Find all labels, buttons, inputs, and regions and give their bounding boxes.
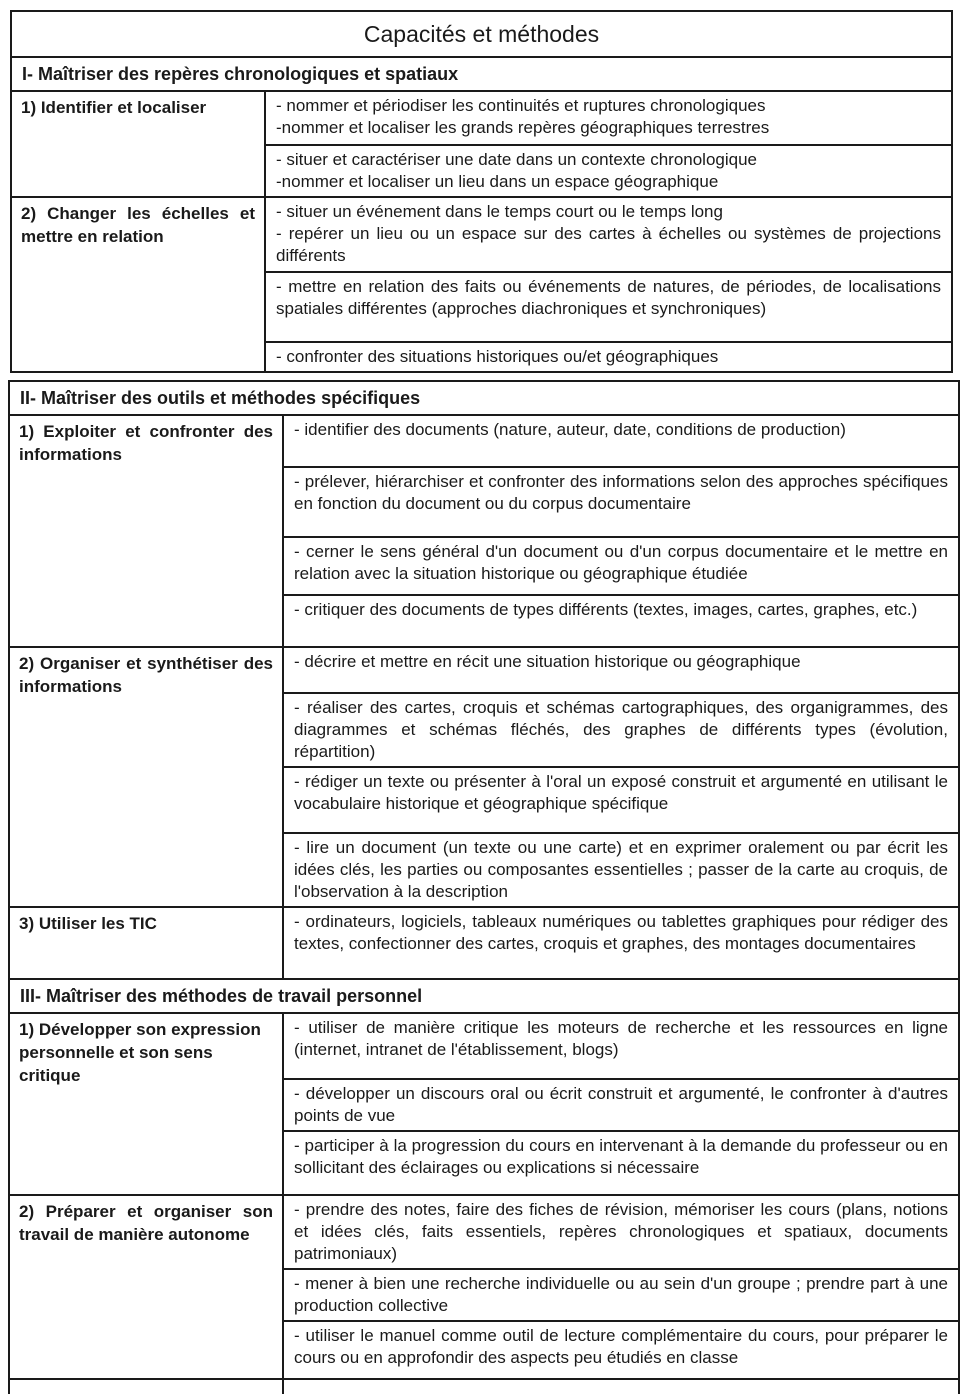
methods-column [284, 416, 958, 646]
method-item: - situer et caractériser une date dans un contexte chronologique [276, 150, 758, 169]
method-cell [284, 416, 958, 466]
method-item: -nommer et localiser un lieu dans un espace géographique [276, 172, 719, 191]
table-row [12, 90, 951, 196]
method-item: - prélever, hiérarchiser et confronter des informations selon des approches spécifiques en fonction du document ou du corpus documentaire [294, 472, 948, 513]
method-cell [266, 92, 951, 144]
table-row [10, 906, 958, 978]
method-cell [266, 271, 951, 341]
capacity-cell: 1) Développer son expression personnelle et son sens critique [10, 1014, 284, 1194]
method-item: - réaliser des cartes, croquis et schémas cartographiques, des organigrammes, des diagrammes et schémas fléchés, des graphes de différents types (évolution, répartition) [294, 698, 948, 761]
method-cell [284, 766, 958, 832]
section-heading-row-2 [10, 382, 958, 414]
section-heading: II- Maîtriser des outils et méthodes spécifiques [20, 388, 421, 408]
method-item: - identifier des documents (nature, auteur, date, conditions de production) [294, 420, 846, 439]
methods-column [266, 92, 951, 196]
table-row [12, 196, 951, 371]
method-item: - utiliser de manière critique les moteurs de recherche et les ressources en ligne (internet, intranet de l'établissement, blogs) [294, 1018, 948, 1059]
method-item: - lire un document (un texte ou une carte) et en exprimer oralement ou par écrit les idées clés, les parties ou composantes essentielles ; passer de la carte au croquis, de l'observation à la description [294, 838, 948, 901]
method-item: - critiquer des documents de types différents (textes, images, cartes, graphes, etc.) [294, 600, 918, 619]
table-title-row [12, 12, 951, 56]
method-item: - mettre en relation des faits ou événements de natures, de périodes, de localisations spatiales différentes (approches diachroniques et synchroniques) [276, 277, 941, 318]
section-heading-row-1 [12, 56, 951, 90]
table-row [10, 646, 958, 906]
method-item: - prendre des notes, faire des fiches de révision, mémoriser les cours (plans, notions et idées clés, faits essentiels, repères chronologiques et spatiaux, documents patrimoniaux) [294, 1200, 948, 1263]
method-cell-empty [284, 1380, 958, 1386]
table-row [10, 414, 958, 646]
method-cell [284, 466, 958, 536]
method-item: - utiliser le manuel comme outil de lecture complémentaire du cours, pour préparer le cours ou en approfondir des aspects peu étudiés en classe [294, 1326, 948, 1367]
table-row [10, 1012, 958, 1194]
capacity-cell: 3) Utiliser les TIC [10, 908, 284, 978]
capacity-cell: 1) Exploiter et confronter des informations [10, 416, 284, 646]
method-cell [266, 144, 951, 196]
method-item: - ordinateurs, logiciels, tableaux numériques ou tablettes graphiques pour rédiger des textes, confectionner des cartes, croquis et graphes, des montages documentaires [294, 912, 948, 953]
method-item: - nommer et périodiser les continuités et ruptures chronologiques [276, 96, 766, 115]
document-title: Capacités et méthodes [363, 21, 600, 47]
capacites-table-section-2-3 [8, 380, 960, 1394]
method-item: - participer à la progression du cours en intervenant à la demande du professeur ou en sollicitant des éclairages ou explications si nécessaire [294, 1136, 948, 1177]
method-cell [284, 536, 958, 594]
method-cell [284, 1196, 958, 1268]
method-item: - rédiger un texte ou présenter à l'oral un exposé construit et argumenté en utilisant le vocabulaire historique et géographique spécifique [294, 772, 948, 813]
method-cell [284, 1014, 958, 1078]
capacites-table-section-1 [10, 10, 953, 373]
table-row-cutoff [10, 1378, 958, 1394]
table-row [10, 1194, 958, 1378]
methods-column [284, 648, 958, 906]
method-item: - développer un discours oral ou écrit construit et argumenté, le confronter à d'autres points de vue [294, 1084, 948, 1125]
capacity-cell: 2) Changer les échelles et mettre en relation [12, 198, 266, 371]
method-item: - situer un événement dans le temps court ou le temps long [276, 202, 723, 221]
method-cell [284, 908, 958, 978]
method-item: - confronter des situations historiques ou/et géographiques [276, 347, 719, 366]
method-item: - mener à bien une recherche individuelle ou au sein d'un groupe ; prendre part à une production collective [294, 1274, 948, 1315]
methods-column [284, 1014, 958, 1194]
method-cell [284, 648, 958, 692]
method-item: -nommer et localiser les grands repères géographiques terrestres [276, 118, 770, 137]
capacity-cell: 2) Préparer et organiser son travail de manière autonome [10, 1196, 284, 1378]
methods-column [284, 1196, 958, 1378]
section-heading: III- Maîtriser des méthodes de travail personnel [20, 986, 423, 1006]
method-cell [284, 1320, 958, 1378]
method-cell [284, 832, 958, 906]
method-item: - décrire et mettre en récit une situation historique ou géographique [294, 652, 801, 671]
method-cell [266, 198, 951, 271]
methods-column [266, 198, 951, 371]
method-cell [284, 1268, 958, 1320]
section-heading: I- Maîtriser des repères chronologiques et spatiaux [22, 64, 459, 84]
capacity-cell-empty [10, 1380, 284, 1394]
method-item: - cerner le sens général d'un document ou d'un corpus documentaire et le mettre en relation avec la situation historique ou géographique étudiée [294, 542, 948, 583]
methods-column [284, 908, 958, 978]
method-cell [284, 1130, 958, 1194]
method-cell [284, 692, 958, 766]
section-heading-row-3 [10, 978, 958, 1012]
methods-column [284, 1380, 958, 1394]
method-cell [284, 594, 958, 646]
capacity-cell: 2) Organiser et synthétiser des informations [10, 648, 284, 906]
capacity-cell: 1) Identifier et localiser [12, 92, 266, 196]
method-cell [284, 1078, 958, 1130]
method-cell [266, 341, 951, 371]
method-item: - repérer un lieu ou un espace sur des cartes à échelles ou systèmes de projections différents [276, 224, 941, 265]
